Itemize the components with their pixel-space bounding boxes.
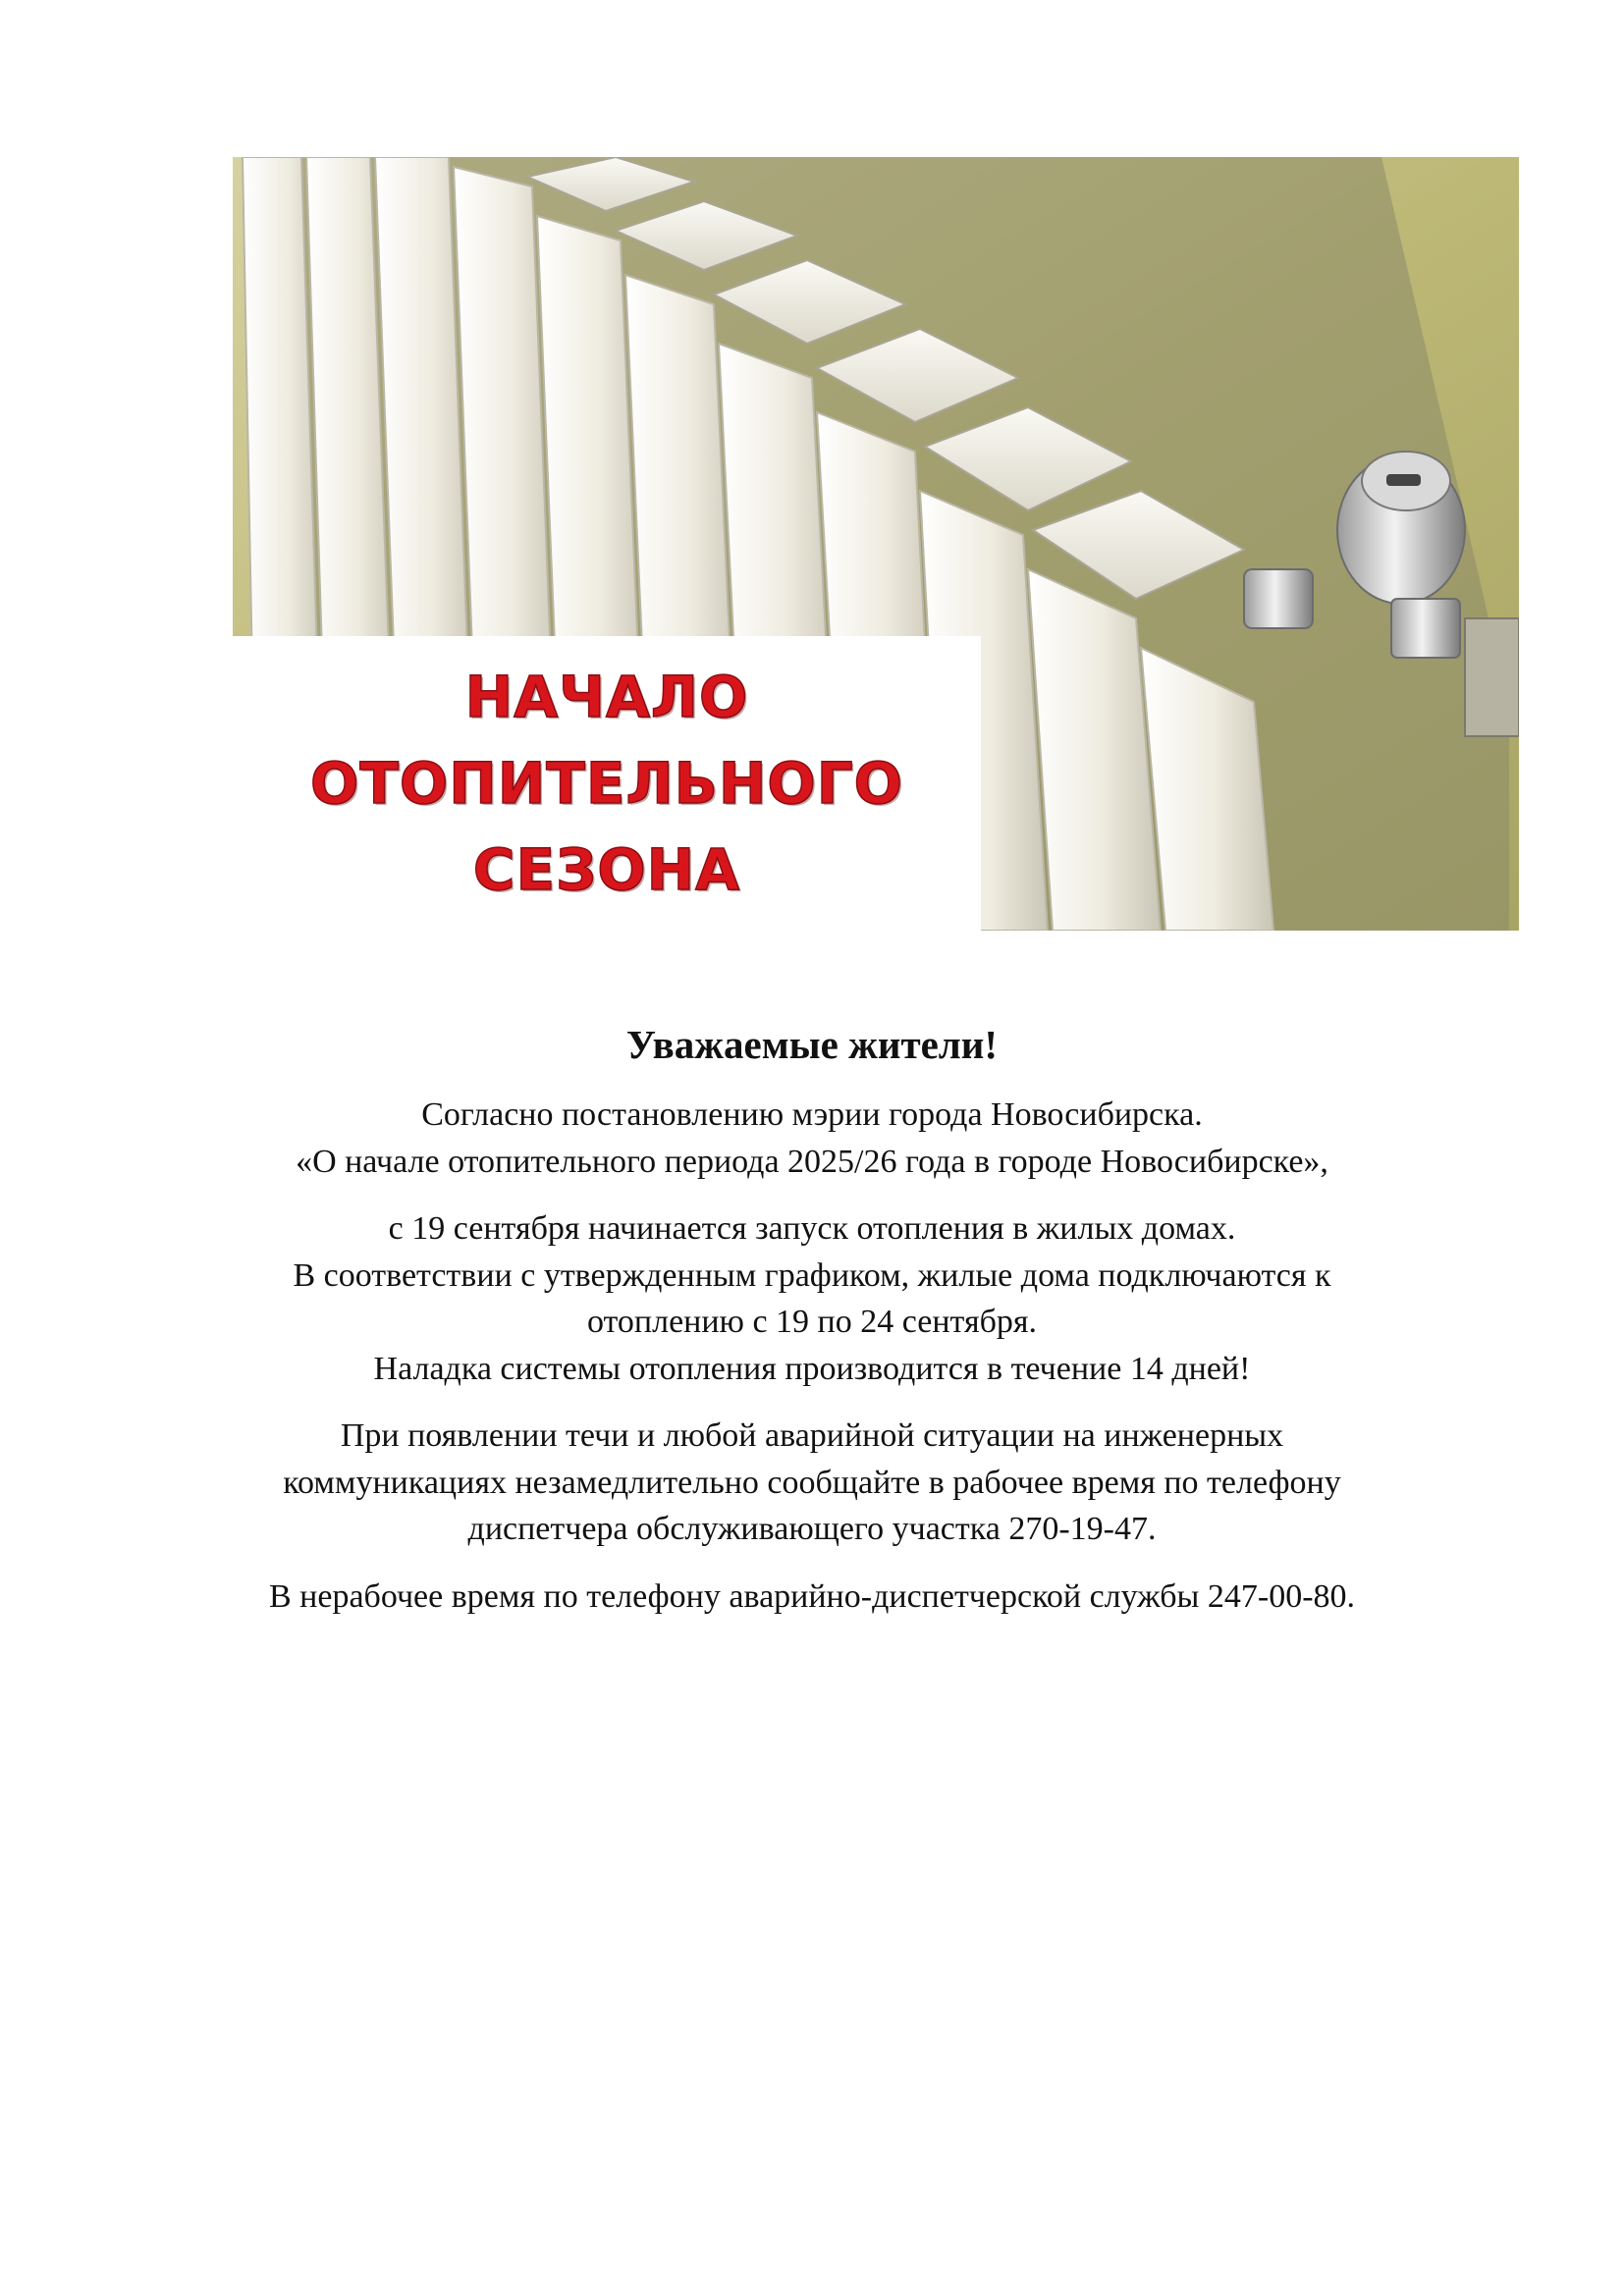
paragraph-emergency <box>196 1413 1428 1553</box>
paragraph-resolution <box>196 1092 1428 1185</box>
banner-title-box <box>233 636 981 931</box>
paragraph-line: «О начале отопительного периода 2025/26 года в городе Новосибирске», <box>296 1143 1328 1180</box>
banner-title-line-2: ОТОПИТЕЛЬНОГО <box>310 750 903 817</box>
paragraph-line: Согласно постановлению мэрии города Новосибирска. <box>421 1096 1203 1133</box>
banner-title-line-1: НАЧАЛО <box>464 664 749 730</box>
paragraph-after-hours <box>196 1574 1428 1621</box>
paragraph-line: отоплению с 19 по 24 сентября. <box>586 1304 1038 1340</box>
heating-season-banner <box>233 157 1519 931</box>
banner-title-line-3: СЕЗОНА <box>472 836 741 903</box>
paragraph-line: Наладка системы отопления производится в течение 14 дней! <box>373 1350 1251 1387</box>
greeting-heading: Уважаемые жители! <box>625 1022 999 1067</box>
paragraph-schedule <box>196 1205 1428 1392</box>
notice-text <box>196 1019 1428 1640</box>
paragraph-line: с 19 сентября начинается запуск отопления в жилых домах. <box>388 1210 1236 1247</box>
paragraph-line: При появлении течи и любой аварийной ситуации на инженерных <box>340 1417 1284 1454</box>
paragraph-line: диспетчера обслуживающего участка 270-19-47. <box>467 1511 1157 1547</box>
paragraph-line: В нерабочее время по телефону аварийно-диспетчерской службы 247-00-80. <box>268 1577 1356 1615</box>
paragraph-line: коммуникациях незамедлительно сообщайте в рабочее время по телефону <box>283 1464 1341 1501</box>
paragraph-line: В соответствии с утвержденным графиком, жилые дома подключаются к <box>293 1256 1331 1294</box>
